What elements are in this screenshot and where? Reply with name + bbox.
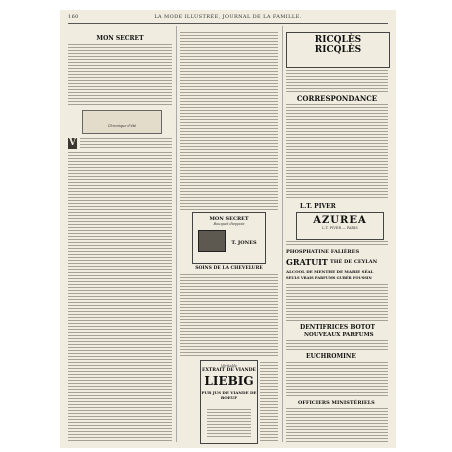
- page-header: [68, 14, 388, 22]
- correspondence-text: [286, 104, 388, 200]
- azurea-ad: [296, 212, 384, 240]
- article-text-block: [68, 152, 172, 442]
- article-text-block: [68, 44, 172, 106]
- article-text-block: [80, 138, 172, 150]
- dentifrices-ad: DENTIFRICES BOTOT: [300, 324, 375, 331]
- chronicle-heading: Chronique d'été: [107, 124, 137, 128]
- page-number: 160: [68, 14, 79, 20]
- header-rule: [68, 23, 388, 24]
- hair-care-caption: SOINS DE LA CHEVELURE: [195, 266, 263, 271]
- mon-secret-ad: [192, 212, 266, 264]
- liebig-line-1: EXTRAIT DE VIANDE: [202, 368, 256, 373]
- running-title: LA MODE ILLUSTRÉE, JOURNAL DE LA FAMILLE.: [154, 14, 302, 20]
- column-divider: [282, 26, 283, 442]
- column-divider: [176, 26, 177, 442]
- section-title-mon-secret: MON SECRET: [96, 35, 144, 42]
- liebig-top-line: Véritable: [221, 364, 237, 368]
- azurea-subtitle: L.T. PIVER — PARIS: [322, 226, 358, 230]
- liebig-ad: [200, 360, 258, 444]
- article-text-block: [286, 70, 388, 92]
- article-text-block: [260, 362, 278, 442]
- ricqles-line-2: RICQLÈS: [314, 45, 362, 55]
- ad-small-print: [286, 284, 388, 322]
- ad-brand: T. JONES: [231, 240, 257, 246]
- liebig-line-2: PUR JUS DE VIANDE DE BOEUF: [201, 390, 257, 400]
- ad-title: MON SECRET: [209, 216, 249, 222]
- ad-small-print: [286, 241, 388, 247]
- article-text-block: [180, 32, 278, 210]
- drop-cap: V: [69, 138, 76, 148]
- ad-subtitle: Bouquet dieppois: [213, 222, 245, 226]
- officiers-ad: OFFICIERS MINISTÉRIELS: [298, 400, 375, 406]
- the-ceylan-ad: THÉ DE CEYLAN: [330, 259, 378, 265]
- phosphatine-ad: PHOSPHATINE FALIÈRES: [286, 249, 360, 255]
- euchromine-ad: EUCHROMINE: [306, 353, 356, 360]
- article-text-block: [180, 274, 278, 356]
- parfums-ad: SEULS VRAIS PARFUMS GUBÉR FOUSSIN: [286, 276, 372, 280]
- alcool-menthe-ad: ALCOOL DE MENTHE DE MARIE SÉAL: [286, 269, 374, 274]
- piver-banner: L.T. PIVER: [300, 203, 336, 210]
- liebig-small-print: [207, 409, 251, 437]
- journal-page: [60, 10, 396, 448]
- product-box-image: [198, 230, 226, 252]
- ad-small-print: [286, 362, 388, 396]
- liebig-name: LIEBIG: [204, 374, 254, 388]
- nouveaux-parfums-ad: NOUVEAUX PARFUMS: [304, 332, 374, 338]
- ad-small-print: [286, 340, 388, 350]
- ricqles-ad: [286, 32, 390, 68]
- ricqles-line-1: RICQLÈS: [314, 35, 362, 45]
- gratuit-ad: GRATUIT: [286, 257, 328, 267]
- correspondence-title: CORRESPONDANCE: [296, 94, 378, 103]
- ad-small-print: [286, 408, 388, 442]
- azurea-title: AZUREA: [313, 215, 367, 226]
- chronicle-ornament: [82, 110, 162, 134]
